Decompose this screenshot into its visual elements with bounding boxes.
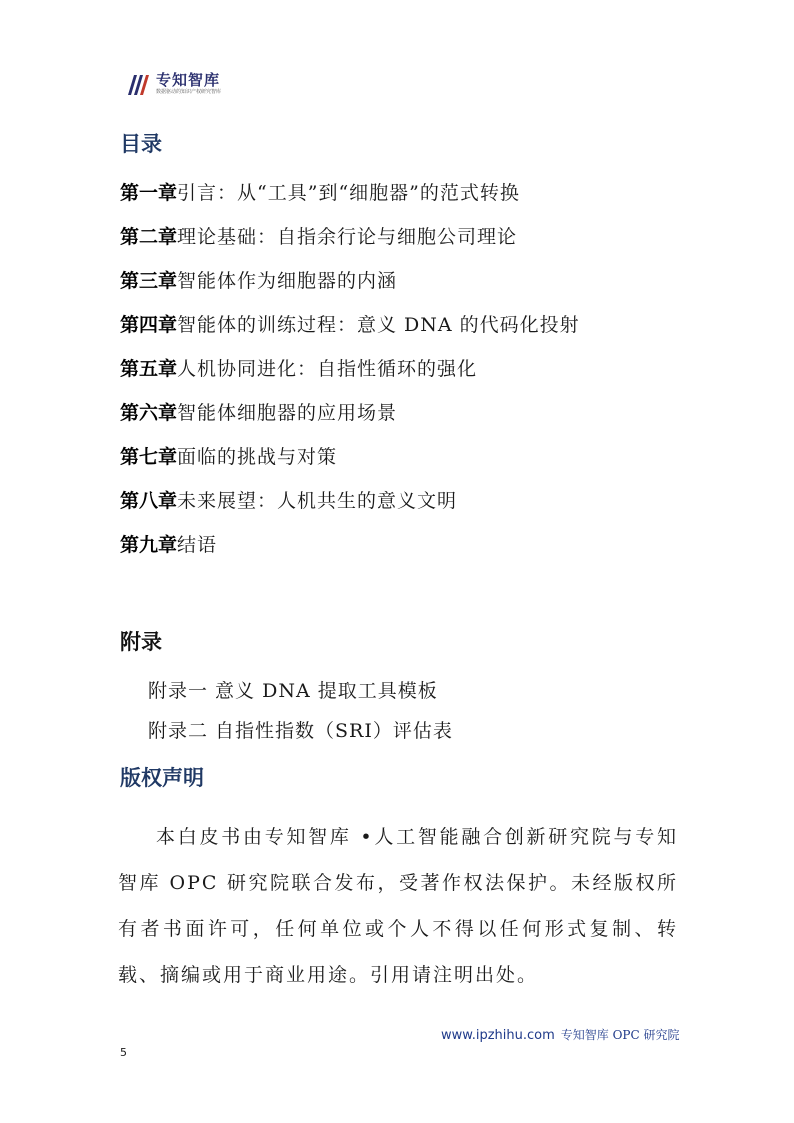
chapter-title: 智能体作为细胞器的内涵 bbox=[177, 270, 398, 292]
appendix-heading: 附录 bbox=[120, 630, 162, 654]
toc-heading: 目录 bbox=[120, 132, 162, 156]
copyright-paragraph: 本白皮书由专知智库 •人工智能融合创新研究院与专知智库 OPC 研究院联合发布，受著作权法保护。未经版权所有者书面许可，任何单位或个人不得以任何形式复制、转载、摘编或用于商业用途。引用请注明出处。 bbox=[118, 826, 678, 986]
page-footer bbox=[441, 1026, 679, 1043]
toc-item[interactable] bbox=[120, 178, 580, 222]
chapter-number: 第二章 bbox=[120, 226, 178, 248]
footer-org: 专知智库 OPC 研究院 bbox=[560, 1028, 680, 1042]
chapter-number: 第四章 bbox=[120, 314, 178, 336]
page-number: 5 bbox=[120, 1046, 127, 1059]
appendix-list bbox=[148, 676, 453, 756]
toc-item[interactable] bbox=[120, 222, 580, 266]
chapter-number: 第六章 bbox=[120, 402, 178, 424]
chapter-title: 引言：从“工具”到“细胞器”的范式转换 bbox=[177, 182, 520, 204]
footer-url-link[interactable]: www.ipzhihu.com bbox=[441, 1028, 555, 1043]
chapter-title: 人机协同进化：自指性循环的强化 bbox=[177, 358, 478, 380]
chapter-number: 第七章 bbox=[120, 446, 178, 468]
chapter-number: 第三章 bbox=[120, 270, 178, 292]
chapter-title: 未来展望：人机共生的意义文明 bbox=[177, 490, 458, 512]
appendix-item[interactable]: 附录二 自指性指数（SRI）评估表 bbox=[148, 720, 453, 742]
toc-item[interactable] bbox=[120, 398, 580, 442]
chapter-title: 智能体的训练过程：意义 DNA 的代码化投射 bbox=[177, 314, 580, 336]
toc-item[interactable] bbox=[120, 442, 580, 486]
chapter-number: 第一章 bbox=[120, 182, 178, 204]
appendix-item[interactable]: 附录一 意义 DNA 提取工具模板 bbox=[148, 680, 438, 702]
chapter-title: 理论基础：自指余行论与细胞公司理论 bbox=[177, 226, 518, 248]
toc-item[interactable] bbox=[120, 354, 580, 398]
toc-item[interactable] bbox=[120, 530, 580, 574]
chapter-number: 第五章 bbox=[120, 358, 178, 380]
logo-name: 专知智库 bbox=[156, 71, 221, 89]
toc-item[interactable] bbox=[120, 266, 580, 310]
chapter-title: 智能体细胞器的应用场景 bbox=[177, 402, 398, 424]
zz-logo-icon bbox=[128, 74, 152, 96]
toc-item[interactable] bbox=[120, 310, 580, 354]
header-logo bbox=[128, 72, 221, 96]
toc-item[interactable] bbox=[120, 486, 580, 530]
chapter-number: 第八章 bbox=[120, 490, 178, 512]
copyright-heading: 版权声明 bbox=[120, 766, 204, 790]
chapter-number: 第九章 bbox=[120, 534, 178, 556]
chapter-title: 面临的挑战与对策 bbox=[177, 446, 338, 468]
toc-list bbox=[120, 178, 580, 574]
logo-tagline: 数据驱动的知识产权研究智库 bbox=[156, 89, 222, 95]
chapter-title: 结语 bbox=[177, 534, 218, 556]
